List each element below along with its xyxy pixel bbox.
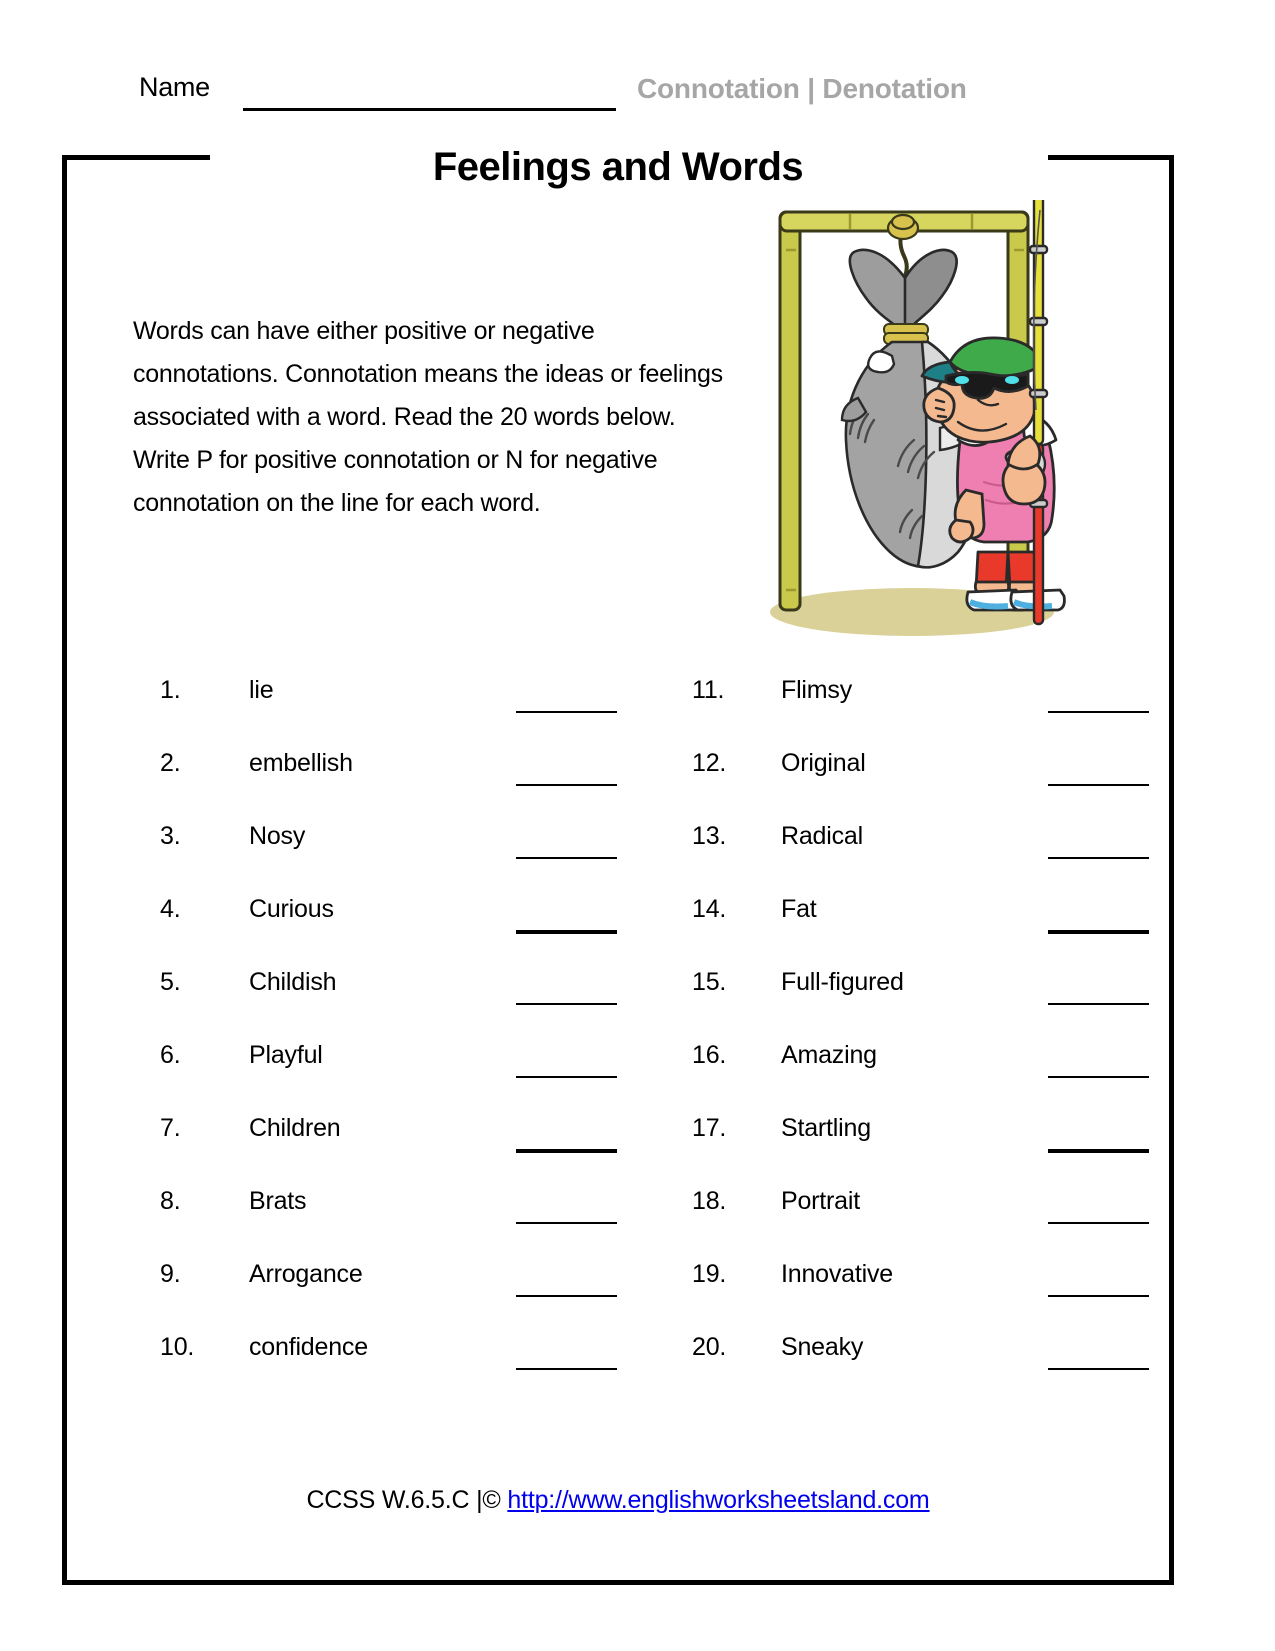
word-list-item: [624, 675, 1154, 748]
word-item-text: Arrogance: [249, 1260, 363, 1288]
source-url-link[interactable]: http://www.englishworksheetsland.com: [507, 1486, 930, 1514]
word-item-number: 8.: [160, 1187, 181, 1215]
word-item-answer-line[interactable]: [1048, 930, 1149, 934]
word-item-number: 1.: [160, 676, 181, 704]
word-item-answer-line[interactable]: [516, 711, 617, 713]
word-item-text: Full-figured: [781, 968, 904, 996]
word-list-item: [624, 1332, 1154, 1405]
word-item-text: Original: [781, 749, 866, 777]
word-item-number: 16.: [692, 1041, 727, 1069]
word-item-number: 15.: [692, 968, 727, 996]
instructions-text: Words can have either positive or negative connotations. Connotation means the ideas or feelings associated with a word. Read the 20 words below. Write P for positive connotation or N for negative connotation on the line for each word.: [133, 317, 723, 517]
word-list-item: [624, 1113, 1154, 1186]
fisherman-with-hanging-fish-illustration: [762, 200, 1072, 640]
word-item-number: 12.: [692, 749, 727, 777]
word-item-text: Childish: [249, 968, 337, 996]
word-item-answer-line[interactable]: [1048, 1295, 1149, 1297]
word-item-number: 7.: [160, 1114, 181, 1142]
subject-title: Connotation | Denotation: [637, 73, 967, 104]
word-item-number: 3.: [160, 822, 181, 850]
word-item-text: Flimsy: [781, 676, 853, 704]
word-list-item: [92, 1186, 622, 1259]
word-item-answer-line[interactable]: [1048, 857, 1149, 859]
word-item-text: Portrait: [781, 1187, 860, 1215]
word-item-answer-line[interactable]: [516, 1149, 617, 1153]
word-item-text: Nosy: [249, 822, 306, 850]
word-list-item: [92, 894, 622, 967]
word-list-item: [624, 894, 1154, 967]
word-item-answer-line[interactable]: [516, 1368, 617, 1370]
word-item-text: Radical: [781, 822, 863, 850]
word-list-item: [624, 1186, 1154, 1259]
word-list-item: [624, 967, 1154, 1040]
word-item-text: lie: [249, 676, 274, 704]
word-list-item: [624, 748, 1154, 821]
word-item-text: Brats: [249, 1187, 307, 1215]
word-item-answer-line[interactable]: [516, 1076, 617, 1078]
word-item-text: Amazing: [781, 1041, 877, 1069]
word-item-number: 20.: [692, 1333, 727, 1361]
word-item-text: Fat: [781, 895, 817, 923]
word-item-number: 9.: [160, 1260, 181, 1288]
worksheet-frame: [62, 145, 1174, 1585]
page-title: Feelings and Words: [432, 145, 804, 189]
name-label: Name: [139, 72, 210, 102]
word-list-item: [624, 821, 1154, 894]
word-item-text: Playful: [249, 1041, 323, 1069]
word-item-number: 18.: [692, 1187, 727, 1215]
word-item-answer-line[interactable]: [1048, 1003, 1149, 1005]
frame-border-bottom: [62, 1580, 1174, 1585]
word-item-text: Curious: [249, 895, 334, 923]
frame-border-left: [62, 155, 67, 1585]
word-item-answer-line[interactable]: [1048, 711, 1149, 713]
word-item-number: 2.: [160, 749, 181, 777]
ccss-standard: CCSS W.6.5.C |©: [306, 1486, 508, 1514]
word-item-answer-line[interactable]: [516, 1295, 617, 1297]
page-header: [0, 0, 1275, 130]
word-item-answer-line[interactable]: [1048, 1222, 1149, 1224]
word-item-number: 19.: [692, 1260, 727, 1288]
word-list-item: [92, 1332, 622, 1405]
word-item-number: 5.: [160, 968, 181, 996]
word-item-text: Innovative: [781, 1260, 893, 1288]
word-list-item: [624, 1040, 1154, 1113]
word-list-item: [92, 1113, 622, 1186]
word-item-number: 6.: [160, 1041, 181, 1069]
word-item-number: 11.: [692, 676, 725, 704]
word-item-text: Children: [249, 1114, 341, 1142]
word-list-item: [92, 1259, 622, 1332]
word-item-answer-line[interactable]: [516, 784, 617, 786]
word-item-text: confidence: [249, 1333, 368, 1361]
word-list-item: [92, 821, 622, 894]
word-item-answer-line[interactable]: [1048, 1368, 1149, 1370]
word-item-answer-line[interactable]: [1048, 1149, 1149, 1153]
name-input-line[interactable]: [243, 108, 616, 111]
word-list-item: [92, 1040, 622, 1113]
word-item-answer-line[interactable]: [516, 1003, 617, 1005]
word-list-right-column: [624, 675, 1154, 1405]
frame-border-right: [1169, 155, 1174, 1585]
word-item-answer-line[interactable]: [516, 930, 617, 934]
word-list-item: [92, 675, 622, 748]
footer: [62, 1485, 1174, 1515]
word-item-answer-line[interactable]: [1048, 784, 1149, 786]
word-item-number: 10.: [160, 1333, 195, 1361]
word-item-number: 14.: [692, 895, 727, 923]
word-list-item: [92, 967, 622, 1040]
word-item-number: 13.: [692, 822, 727, 850]
word-item-answer-line[interactable]: [516, 857, 617, 859]
word-item-text: Startling: [781, 1114, 871, 1142]
word-item-answer-line[interactable]: [516, 1222, 617, 1224]
word-item-answer-line[interactable]: [1048, 1076, 1149, 1078]
word-item-text: Sneaky: [781, 1333, 864, 1361]
word-item-number: 17.: [692, 1114, 727, 1142]
word-list-left-column: [92, 675, 622, 1405]
word-item-number: 4.: [160, 895, 181, 923]
word-list-item: [92, 748, 622, 821]
word-list-item: [624, 1259, 1154, 1332]
word-item-text: embellish: [249, 749, 353, 777]
